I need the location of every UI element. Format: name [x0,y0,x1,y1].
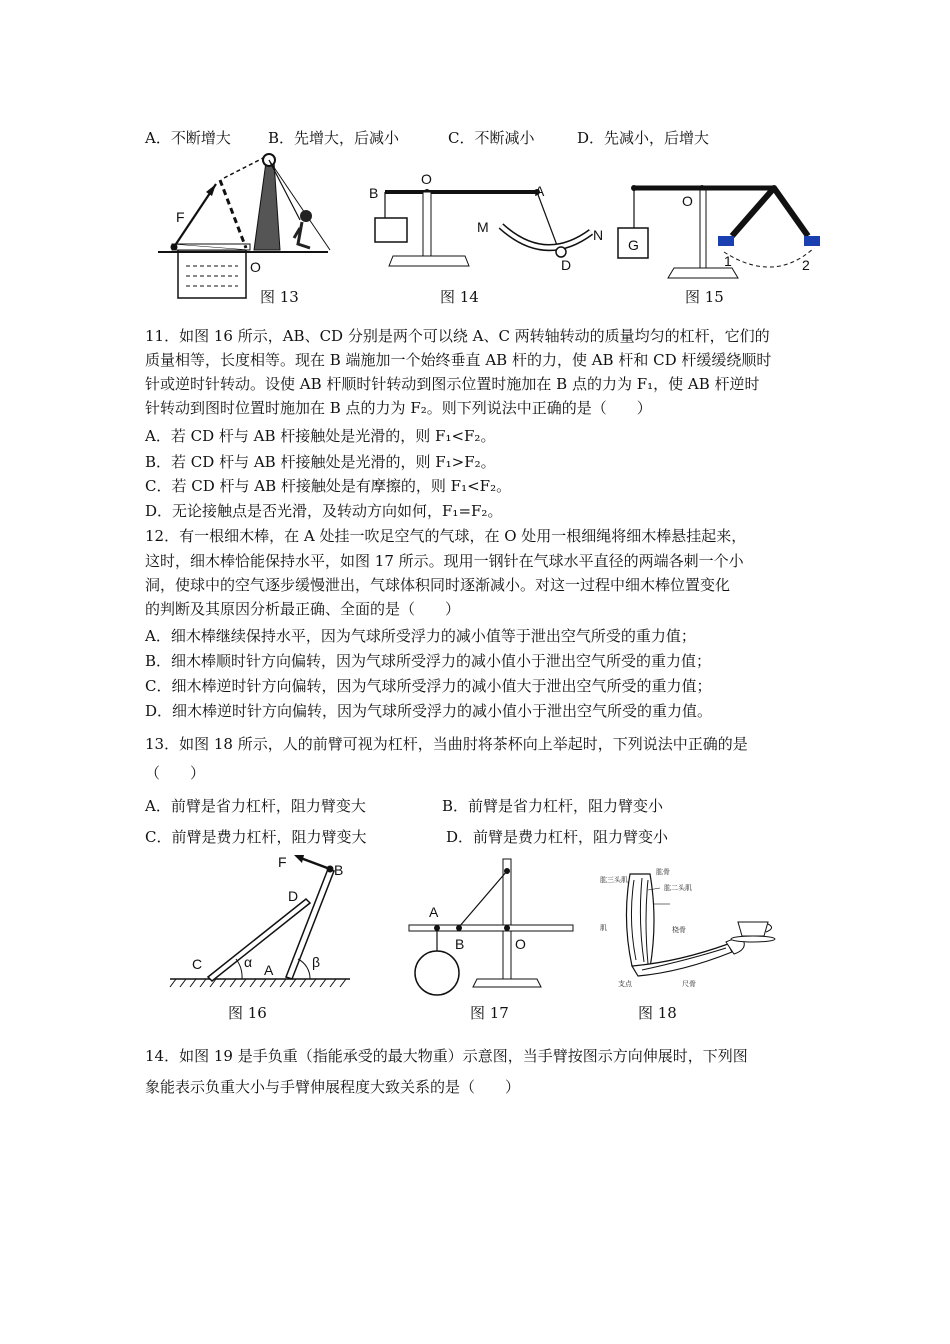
fig18-label-triceps: 肱三头肌 [600,876,628,884]
fig18-label-fulcrum: 支点 [618,980,632,988]
q12-line-4: 的判断及其原因分析最正确、全面的是（ ） [145,600,461,618]
fig17-label-a: A [429,904,439,920]
q12-line-1: 12．有一根细木棒，在 A 处挂一吹足空气的气球，在 O 处用一根细绳将细木棒悬挂起来， [145,527,747,545]
q13-option-d: D．前臂是费力杠杆，阻力臂变小 [446,828,669,846]
q13-line-2: （ ） [145,764,206,782]
figure-15 [612,172,827,282]
fig14-label-b: B [369,185,379,201]
q14-line-2: 象能表示负重大小与手臂伸展程度大致关系的是（ ） [145,1078,521,1096]
fig16-label-c: C [192,956,203,972]
fig14-label-o: O [421,171,432,187]
fig18-label-muscle: 肌 [600,924,607,932]
fig13-label-f: F [176,209,185,225]
fig15-label-1: 1 [724,253,732,269]
fig16-label-f: F [278,854,287,870]
q11-line-1: 11．如图 16 所示，AB、CD 分别是两个可以绕 A、C 两转轴转动的质量均匀的杠杆，它们的 [145,327,770,345]
fig14-label-n: N [593,227,604,243]
figure-18-caption: 图 18 [638,1004,677,1022]
q10-option-d: D．先减小，后增大 [577,129,710,147]
fig15-label-2: 2 [802,257,810,273]
fig18-label-ulna: 尺骨 [682,980,696,988]
fig15-label-g: G [628,237,639,253]
q11-line-3: 针或逆时针转动。设使 AB 杆顺时针转动到图示位置时施加在 B 点的力为 F₁，使 AB 杆逆时 [145,375,760,393]
q13-option-b: B．前臂是省力杠杆，阻力臂变小 [442,797,664,815]
figure-15-caption: 图 15 [685,288,724,306]
figure-14-caption: 图 14 [440,288,479,306]
q11-option-c: C．若 CD 杆与 AB 杆接触处是有摩擦的，则 F₁<F₂。 [145,477,512,495]
q11-line-4: 针转动到图时位置时施加在 B 点的力为 F₂。则下列说法中正确的是（ ） [145,399,652,417]
fig14-label-a: A [535,183,545,199]
q12-option-d: D．细木棒逆时针方向偏转，因为气球所受浮力的减小值小于泄出空气所受的重力值。 [145,702,713,720]
figure-13 [150,148,340,308]
q13-line-1: 13．如图 18 所示，人的前臂可视为杠杆，当曲肘将茶杯向上举起时，下列说法中正确的是 [145,735,748,753]
figure-16 [170,855,360,995]
q14-line-1: 14．如图 19 是手负重（指能承受的最大物重）示意图，当手臂按图示方向伸展时，下列图 [145,1047,748,1065]
q10-option-c: C．不断减小 [448,129,535,147]
q12-line-3: 洞，使球中的空气逐步缓慢泄出，气球体积同时逐渐减小。对这一过程中细木棒位置变化 [145,576,731,594]
figure-14 [365,168,610,278]
figure-18 [598,860,783,990]
fig16-label-a: A [264,962,274,978]
q12-option-a: A．细木棒继续保持水平，因为气球所受浮力的减小值等于泄出空气所受的重力值； [145,627,696,645]
fig15-label-o: O [682,193,693,209]
fig16-label-b: B [334,862,344,878]
q11-option-d: D．无论接触点是否光滑，及转动方向如何，F₁=F₂。 [145,502,503,520]
fig16-label-beta: β [312,954,321,970]
q13-option-c: C．前臂是费力杠杆，阻力臂变大 [145,828,367,846]
fig14-label-d: D [561,257,572,273]
fig14-label-m: M [477,219,489,235]
fig18-label-humerus: 肱骨 [656,868,670,876]
q11-line-2: 质量相等，长度相等。现在 B 端施加一个始终垂直 AB 杆的力，使 AB 杆和 CD 杆缓缓绕顺时 [145,351,772,369]
q10-option-b: B．先增大，后减小 [268,129,400,147]
fig18-label-radius: 桡骨 [672,926,686,934]
q12-line-2: 这时，细木棒恰能保持水平，如图 17 所示。现用一钢针在气球水平直径的两端各刺一个小 [145,552,744,570]
q10-option-a: A．不断增大 [145,129,231,147]
q11-option-b: B．若 CD 杆与 AB 杆接触处是光滑的，则 F₁>F₂。 [145,453,496,471]
figure-17 [405,855,580,995]
fig17-label-b: B [455,936,465,952]
q13-option-a: A．前臂是省力杠杆，阻力臂变大 [145,797,366,815]
fig13-label-o: O [250,259,261,275]
q11-option-a: A．若 CD 杆与 AB 杆接触处是光滑的，则 F₁<F₂。 [145,427,496,445]
fig18-label-biceps: 肱二头肌 [664,884,692,892]
figure-17-caption: 图 17 [470,1004,509,1022]
q12-option-c: C．细木棒逆时针方向偏转，因为气球所受浮力的减小值大于泄出空气所受的重力值； [145,677,712,695]
fig16-label-alpha: α [244,954,253,970]
figure-16-caption: 图 16 [228,1004,267,1022]
figure-13-caption: 图 13 [260,288,299,306]
q12-option-b: B．细木棒顺时针方向偏转，因为气球所受浮力的减小值小于泄出空气所受的重力值； [145,652,712,670]
fig17-label-o: O [515,936,526,952]
fig16-label-d: D [288,888,299,904]
